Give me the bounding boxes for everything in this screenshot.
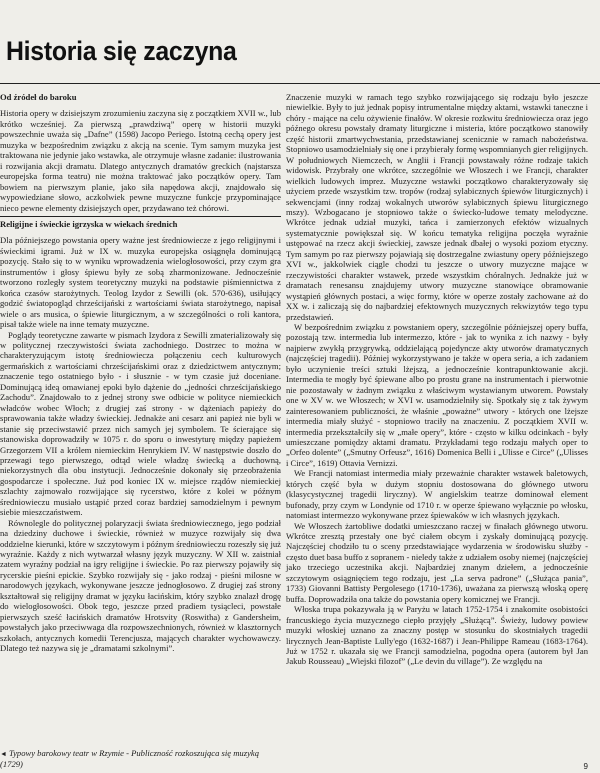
title-rule	[0, 83, 600, 84]
paragraph: Znaczenie muzyki w ramach tego szybko rozwijającego się rodzaju było jeszcze niewielkie. Były to już jednak popisy intrumentalne między aktami, wstawki taneczne i chóry - mające na celu ożywienie finałów. W okresie rozkwitu średniowiecza oraz jego późnego okresu powstały dramaty liturgiczne i misteria, które początkowo stanowiły część historii zmartwychwstania, przedstawianej scenicznie w ramach nabożeństwa. Stopniowo usamodzielniały się one i przybierały formę wspomnianych gier religijnych. W południowych Niemczech, w Anglii i Francji powstawały różne rodzaje takich widowisk. Przybrały one wkrótce, szczególnie we Włoszech i we Francji, charakter wielkich ludowych imprez. Muzyczne wstawki początkowo charakteryzowały się użyciem przede wszystkim tzw. tropów (rodzaj sylabicznych śpiewów liturgicznych) i sekwencjami (inny rodzaj wokalnych utworów sylabicznych śpiewu liturgicznego mszy). Wzbogacano je stopniowo także o świecko-ludowe tematy melodyczne. Wkrótce jednak udział muzyki, tańca i zamierzonych efektów wizualnych systematycznie powiększał się. W końcu tematyka religijna poczęła wyraźnie ustępować na rzecz akcji świeckiej, zawsze jednak dbałej o wysoki poziom etyczny. Tym samym po raz pierwszy pojawiają się dostrzegalne zwiastuny opery późniejszego XVI w., jakkolwiek ciągle chodzi tu jeszcze o utwory muzyczne mające w rzeczywistości charakter wstawek, przede wszystkim chóralnych. Jednakże już w dramatach renesansu znajdujemy utwory muzyczne stanowiące obramowanie wystąpień głównych postaci, a więc formy, które w operze zostały zachowane aż do XX w. i zaliczają się do najbardziej efektownych muzycznych rekwizytów tego typu przedstawień.	[286, 92, 588, 322]
paragraph: We Włoszech żartobliwe dodatki umieszczano raczej w finałach głównego utworu. Wkrótce zresztą przestały one być ciałem obcym i zyskały dominującą pozycję. Najczęściej chodziło tu o sceny przedstawiające wydarzenia w środowisku służby - często duet basa buffo z sopranem - nieledy także z udziałem osoby niemej (najczęściej jako trzeciego uczestnika akcji. Najbardziej znanym dziełem, a jednocześnie szczytowym osiągnięciem tego rodzaju, jest „La serva padrone” („Służąca pania”, 1733) Giovanni Battisty Pergolesego (1710-1736), uważana za pierwszą włoską operę buffa. Doprowadziła ona także do powstania opery komicznej we Francji.	[286, 520, 588, 604]
page-title: Historia się zaczyna	[6, 36, 237, 66]
left-column	[0, 92, 281, 654]
image-caption	[0, 748, 281, 769]
paragraph: We Francji natomiast intermedia miały przeważnie charakter wstawek baletowych, których część była w dużym stopniu dostosowana do głównego utworu (klasycystycznej tragedii liryczny). W angielskim teatrze dominował element bufonady, przy czym w Londynie od 1710 r. w operze śpiewano wyłącznie po włosku, natomiast intermezzo wykonywane przez śpiewaków w ich własnych językach.	[286, 468, 588, 521]
section-heading-origins: Od źródeł do baroku	[0, 92, 77, 102]
paragraph: Włoska trupa pokazywała ją w Paryżu w latach 1752-1754 i znakomite osobistości francuskiego życia muzycznego ciepło przyjęły „Służącą”. Świeży, ludowy powiew muzyki włoskiej uznano za znaczny postęp w stosunku do skostniałych tragedii lirycznych Jean-Baptiste Lully'ego (1632-1687) i Jean-Philippe Rameau (1683-1764). Już w 1752 r. ukazała się we Francji samodzielna, pogodna opera (autorem był Jan Jakub Rousseau) „Wiejski filozof” („Le devin du village”). Ze względu na	[286, 604, 588, 667]
paragraph: Poglądy teoretyczne zawarte w pismach Izydora z Sewilli zmaterializowały się w politycznej rzeczywistości świata zachodniego. Dostrzec to można w charakteryzującym istotę średniowiecza połączeniu cech kulturowych germańskich z wartościami chrześcijańskimi oraz z dziedzictwem antycznym; znaczenie tego ostatniego było - i słusznie - w tym czasie już doceniane. Dominującą ideą omawianej epoki było dążenie do „jedności chrześcijańskiego Zachodu”. Znajdowało to z jednej strony swe odbicie w polityce niemieckich władców wobec Włoch; z drugiej zaś strony - w dążeniach papieży do sprawowania także władzy świeckiej. Jednakże ani cesarz ani papież nie byli w stanie się przeciwstawić przez nich samych jej symbolem. Te ścierające się stanowiska doprowadziły w 1075 r. do sporu o inwestyturę między papieżem Grzegorzem VII a królem niemieckim Henrykiem IV. W następstwie doszło do przewagi tego pierwszego, odtąd wiele władzę świecką a duchowną, niekorzystnych dla obu instytucji. Jednocześnie dokonały się przeobrażenia gospodarcze i społeczne. Już pod koniec IX w. miejsce rządów niemieckiej szlachty zajmowało rozwijające się rycerstwo, które z kolei w późnym średniowieczu musiało ustąpić przed coraz bardziej samodzielnym i pewnym siebie mieszczaństwem.	[0, 329, 281, 518]
page-number: 9	[583, 762, 588, 771]
paragraph: W bezpośrednim związku z powstaniem opery, szczególnie późniejszej opery buffa, pozostają tzw. intermedia lub intermezzo, które - jak to wynika z ich nazwy - były najpierw zwykłą przygrywką, oddzielającą pojedyncze akty utworów dramatycznych (najczęściej tragedii). Później wykorzystywano je także w opera seria, a ich zadaniem było uczynienie treści sztuki lżejszą, a jednocześnie kontrapunktowanie akcji. Intermedia te mogły być śpiewane albo po prostu grane na instrumentach i pierwotnie nie pozostawały w żadnym związku z właściwym wystawianym utworem. Powstały one w XV w. we Włoszech; w XVI w. usamodzielniły się. Spotkały się z tak żywym zainteresowaniem publiczności, że właśnie „poważne” utwory - których one lżejsze intermedia miały służyć - stopniowo traciły na znaczeniu. Z początkiem XVII w. intermedia przekształciły się w „małe opery”, które - często w kilku odcinkach - były umieszczane pomiędzy aktami dramatu. Przykładami tego rodzaju małych oper to „Orfeo dolente” („Smutny Orfeusz”, 1616) Domenica Belli i „Ulisse e Circe” („Ulisses i Circe”, 1619) Ottavia Vernizzi.	[286, 321, 588, 468]
section-heading-religious: Religijne i świeckie igrzyska w wiekach średnich	[0, 216, 281, 233]
right-column	[286, 92, 588, 667]
paragraph: Historia opery w dzisiejszym zrozumieniu zaczyna się z początkiem XVII w., lub krótko wcześniej. Za pierwszą „prawdziwą” operę w historii muzyki powszechnie uważa się „Dafne” (1598) Jacopo Periego. Istotną cechą opery jest muzyka w bezpośrednim związku z akcją na scenie. Tym samym muzyka jest traktowana nie jedynie jako wstawka, ale otrzymuje własne zadanie: ilustrowania i rozwijania akcji dramatu. Dlatego antycznych dramatów greckich (najstarsza europejska forma teatru) nie można traktować jako początków opery. Tam bowiem na pierwszym planie, jako siła napędowa akcji, znajdowało się wypowiedziane słowo, aczkolwiek pewne muzyczne funkcje przypominające nieco pewne elementy dzisiejszych oper, przydawano też chórowi.	[0, 108, 281, 213]
paragraph: Dla późniejszego powstania opery ważne jest średniowiecze z jego religijnymi i świeckimi igrami. Już w IX w. muzyka europejska osiągnęła dominującą pozycję. Stało się to w wyniku wprowadzenia wielogłosowości, przy czym gra instrumentów i głosy śpiewu były ze sobą zharmonizowane. Jednocześnie tworzono rozległy system teoretyczny muzyki na podstawie piśmiennictwa z końca czasów starożytnych. Teolog Izydor z Sewilli (ok. 570-636), usiłujący godzić światopogląd chrześcijański z wartościami świata starożytnego, napisał wiele o ars musica, o śpiewie liturgicznym, a w szczególności o roli kantora, pisał także wiele na inne tematy muzyczne.	[0, 235, 281, 330]
paragraph: Równolegle do politycznej polaryzacji świata średniowiecznego, jego podział na dziedziny duchowe i świeckie, również w muzyce rozwijały się dwa oddzielne kierunki, które w szczytowym i późnym średniowieczu rozeszły się już wyraźnie. Każdy z nich wytwarzał własny język muzyczny. W XII w. zaistniał zatem wyraźny podział na igry religijne i świeckie. Po raz pierwszy pojawiły się rycerskie pieśni epickie. Szybko rozwijały się - jako rodzaj - pieśni milosne w narodowych językach, wykonywane jeszcze jednogłosowo. Z drugiej zaś strony kształtował się religijny dramat w języku łacińskim, który szybko znalazł drogę do wielogłosowości. Obok tego, jeszcze przed pradiem tysiącleci, powstałe pierwszych sześć łacińskich dramatów Hrotsvity (Roswitha) z Gandersheim, powstałych jako przeciwwaga dla rozpowszechnionych, również w klasztornych szkołach, antycznych komedii Terencjusza, mających charakter wychowawczy. Dlatego też nazywa się je „dramatami szkolnymi”.	[0, 517, 281, 654]
caption-text: Typowy barokowy teatr w Rzymie - Publiczność rozkoszująca się muzyką (1729)	[0, 748, 259, 769]
caption-arrow-icon: ◄	[0, 750, 7, 758]
